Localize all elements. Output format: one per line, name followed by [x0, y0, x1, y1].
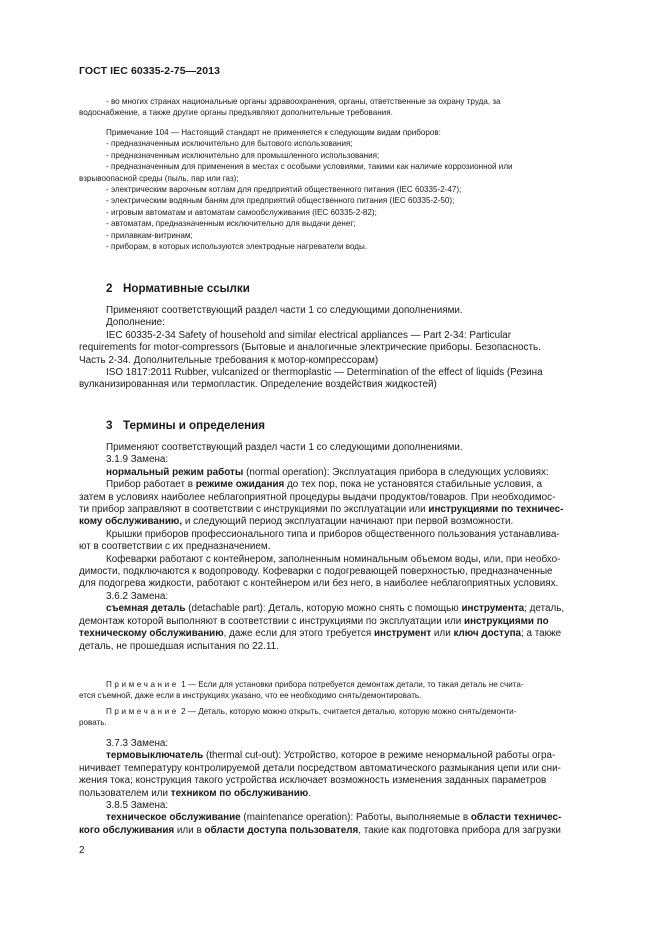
section-3-heading — [106, 419, 265, 432]
term: техником по обслуживанию — [170, 787, 309, 799]
note-104-item: - электрическим варочным котлам для предприятий общественного питания (IEC 60335-2-47); — [106, 185, 462, 195]
definition-line: ничивает температуру контролируемой детали посредством автоматического размыкания цепи или сни- — [79, 762, 561, 774]
section-number: 2 — [106, 282, 113, 295]
paragraph-line: ют в соответствии с их предназначением. — [79, 541, 271, 553]
intro-dash-item — [79, 96, 615, 119]
intro-dash-line-1: - во многих странах национальные органы здравоохранения, органы, ответственные за охрану труда, за — [106, 97, 501, 106]
term: техническое обслуживание — [106, 812, 241, 824]
term: режиме ожидания — [195, 479, 285, 491]
definition-line: ти прибор заправляют в соответствии с инструкциями по эксплуатации или инструкциями по техничес- — [79, 504, 564, 516]
definition-line: демонтаж которой выполняют в соответствии с инструкциями по эксплуатации или инструкциями по — [79, 615, 549, 627]
definition-line: техническому обслуживанию, даже если для этого требуется инструмент или ключ доступа; а также — [79, 628, 562, 640]
section-number: 3 — [106, 419, 113, 432]
note-2: Примечание 2 — Деталь, которую можно открыть, считается деталью, которую можно снять/демонти- ровать. — [79, 707, 517, 728]
note-label: Примечание — [106, 680, 179, 689]
definition-line: нормальный режим работы (normal operation): Эксплуатация прибора в следующих условиях: — [106, 466, 549, 478]
intro-dash-line-2: водоснабжение, а также другие органы предъявляют дополнительные требования. — [79, 108, 393, 118]
note-104-item: - приборам, в которых используются электродные нагреватели воды. — [106, 242, 368, 252]
note-104-item: - автоматам, предназначенным исключительно для выдачи денег; — [106, 219, 356, 229]
definition-line: кому обслуживанию, и следующий период эксплуатации начинают при первой возможности. — [79, 516, 514, 528]
term: кого обслуживания — [79, 824, 175, 836]
note-104-item: - электрическим водяным баням для предприятий общественного питания (IEC 60335-2-50); — [106, 196, 455, 206]
definition-line: Прибор работает в режиме ожидания до тех пор, пока не установятся стабильные условия, а — [106, 479, 542, 491]
definition-line: термовыключатель (thermal cut-out): Устройство, которое в режиме ненормальной работы огра- — [106, 750, 556, 762]
clause-number: 3.7.3 Замена: — [106, 738, 169, 749]
reference-line: IEC 60335-2-34 Safety of household and similar electrical appliances — Part 2-34: Particular — [106, 329, 512, 341]
paragraph: Дополнение: — [106, 317, 165, 329]
paragraph-line: для подогрева жидкости, работают с контейнером или без него, в наиболее неблагоприятных условиях. — [79, 578, 559, 590]
paragraph: Применяют соответствующий раздел части 1 со следующими дополнениями. — [106, 305, 463, 316]
term: области доступа пользователя — [204, 824, 359, 836]
section-2-body — [79, 305, 615, 392]
reference-line: вулканизированная или термопластик. Определение воздействия жидкостей) — [79, 379, 437, 391]
definition-line: деталь, не прошедшая испытания по 22.11. — [79, 640, 279, 652]
paragraph: Применяют соответствующий раздел части 1 со следующими дополнениями. — [106, 442, 463, 453]
note-1: Примечание 1 — Если для установки прибора потребуется демонтаж детали, то такая деталь не счита- ется съемной, даже если в инструкциях указано, что ее необходимо снять/демонтировать. — [79, 680, 524, 701]
term: нормальный режим работы — [106, 466, 244, 478]
note-label: Примечание — [106, 707, 179, 716]
clause-number: 3.6.2 Замена: — [106, 590, 169, 602]
page-header: ГОСТ IEC 60335-2-75—2013 — [79, 65, 221, 77]
reference-line: requirements for motor-compressors (Бытовые и аналогичные электрические приборы. Безопасность. — [79, 342, 541, 354]
note-104-item: - прилавкам-витринам; — [106, 230, 193, 240]
reference-line: Часть 2-34. Дополнительные требования к мотор-компрессорам) — [79, 354, 379, 366]
note-104 — [79, 127, 615, 252]
section-title: Термины и определения — [123, 419, 266, 432]
paragraph-line: Крышки приборов профессионального типа и приборов общественного пользования устанавлива- — [106, 528, 560, 540]
clause-number: 3.1.9 Замена: — [106, 454, 169, 466]
page-number: 2 — [79, 845, 85, 856]
note-104-item: - предназначенным исключительно для промышленного использования; — [106, 150, 380, 160]
definition-line: пользователем или техником по обслуживанию. — [79, 787, 311, 799]
note-104-item: - игровым автоматам и автоматам самообслуживания (IEC 60335-2-82); — [106, 207, 377, 217]
term: области техничес- — [470, 812, 562, 824]
note-104-item: - предназначенным для применения в местах с особыми условиями, такими как наличие коррозионной или — [106, 162, 513, 172]
term: инструмент — [373, 628, 432, 640]
reference-line: ISO 1817:2011 Rubber, vulcanized or thermoplastic — Determination of the effect of liquids (Резина — [106, 367, 543, 379]
note-104-item: взрывоопасной среды (пыль, пар или газ); — [79, 173, 239, 183]
term: инструкциями по — [464, 615, 549, 627]
section-title: Нормативные ссылки — [123, 282, 250, 295]
definition-line: кого обслуживания или в области доступа пользователя, такие как подготовка прибора для загрузки — [79, 824, 561, 836]
term: термовыключатель — [106, 750, 204, 762]
paragraph-line: Кофеварки работают с контейнером, заполненным номинальным объемом воды, или, при необхо- — [106, 553, 561, 565]
term: съемная деталь — [106, 603, 186, 615]
term: инструмента — [461, 603, 525, 615]
clause-number: 3.8.5 Замена: — [106, 800, 169, 812]
definition-line: техническое обслуживание (maintenance operation): Работы, выполняемые в области техничес- — [106, 812, 562, 824]
note-104-title: Примечание 104 — Настоящий стандарт не применяется к следующим видам приборов: — [106, 128, 441, 137]
term: кому обслуживанию, — [79, 516, 183, 528]
term: техническому обслуживанию — [79, 628, 224, 640]
section-3-body-b — [79, 738, 615, 837]
term: ключ доступа — [453, 628, 522, 640]
note-104-item: - предназначенным исключительно для бытового использования; — [106, 139, 353, 149]
definition-line: съемная деталь (detachable part): Деталь, которую можно снять с помощью инструмента; деталь, — [106, 603, 565, 615]
paragraph-line: димости, подключаются к водопроводу. Кофеварки с подогревающей поверхностью, предназначенные — [79, 566, 553, 578]
section-2-heading — [106, 282, 250, 295]
section-3-body-a — [79, 442, 615, 653]
definition-line: затем в условиях наиболее неблагоприятной процедуры выдачи продуктов/товаров. При необходимос- — [79, 491, 556, 503]
definition-line: жения тока; конструкция такого устройства исключает возможность изменения заданных параметров — [79, 775, 547, 787]
term: инструкциями по техничес- — [428, 504, 564, 516]
